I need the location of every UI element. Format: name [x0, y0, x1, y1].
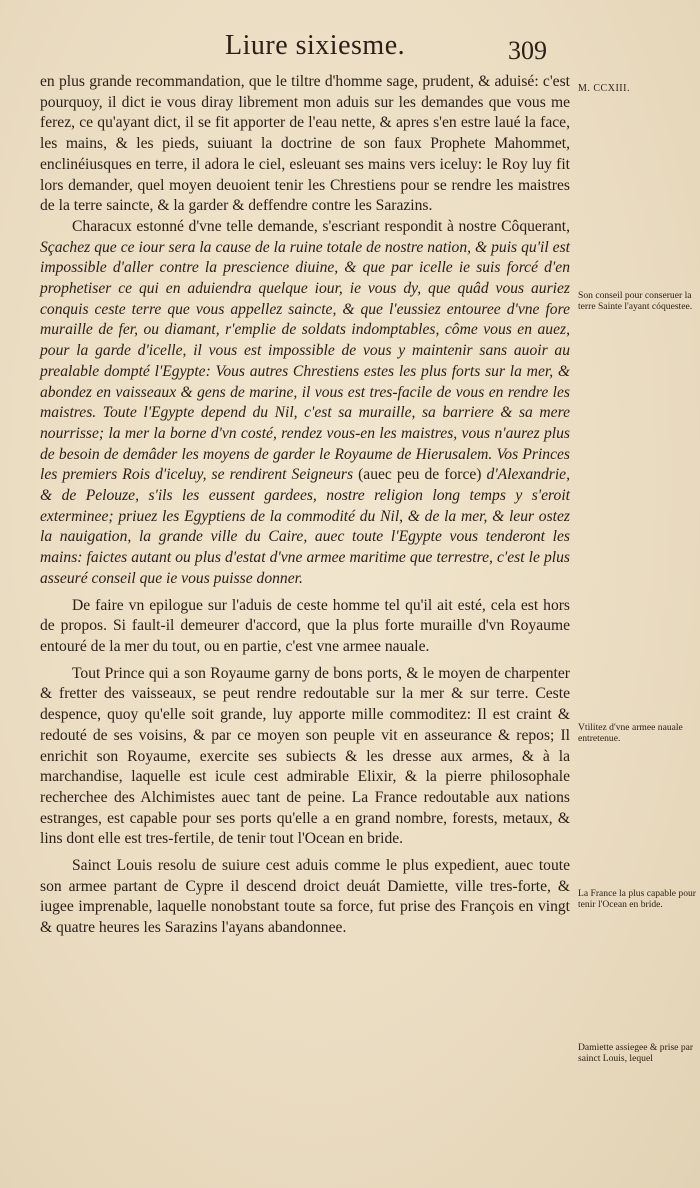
paragraph-2-quote: Sçachez que ce iour sera la cause de la ruine totale de nostre nation, & puis qu'il est impossible d'aller contre la prescience diuine, & que par icelle ie suis forcé d'en prophetiser ce qui en aduiendra quelque iour, ie vous dy, que quâd vous auriez conquis ceste terre que vous appellez saincte, & que l'eussiez entouree d'vne fore muraille de fer, ou diamant, r'emplie de soldats indomptables, côme vous en auez, pour la garde d'icelle, il vous est impossible de vous y maintenir sans auoir au prealable dompté l'Egypte: Vous autres Chrestiens estes les plus forts sur la mer, & abondez en vaisseaux & gens de marine, il vous est tres-facile de vous en rendre les maistres. Toute l'Egypte depend du Nil, c'est sa muraille, sa barriere & sa mere nourrisse; la mer la borne d'vn costé, rendez vous-en les maistres, vous n'aurez plus de besoin de demâder les moyens de garder le Royaume de Hierusalem. Vos Princes les premiers Rois d'iceluy, se rendirent Seigneurs	[40, 238, 570, 484]
side-note-damiette: Damiette assiegee & prise par sainct Louis, lequel	[578, 1042, 694, 1064]
page-number: 309	[508, 36, 547, 65]
paragraph-3: De faire vn epilogue sur l'aduis de ceste homme tel qu'il ait esté, cela est hors de propos. Si fault-il demeurer d'accord, que la plus forte muraille d'vn Royaume entouré de la mer du tout, ou en partie, c'est vne armee nauale.	[40, 596, 570, 655]
body-text	[40, 72, 570, 939]
paragraph-1: en plus grande recommandation, que le tiltre d'homme sage, prudent, & aduisé: c'est pourquoy, il dict ie vous diray librement mon aduis sur les demandes que vous me ferez, ce qu'ayant dict, il se fit apporter de l'eau nette, & apres s'en estre laué la face, les mains, & les pieds, suiuant la doctrine de son faux Prophete Mahommet, enclinéiusques en terre, il adora le ciel, esleuant ses mains vers iceluy: le Roy luy fit lors demander, quel moyen deuoient tenir les Chrestiens pour se rendre les maistres de la terre saincte, & la garder & deffendre contre les Sarazins.	[40, 73, 570, 215]
paragraph-5: Sainct Louis resolu de suiure cest aduis comme le plus expedient, auec toute son armee partant de Cypre il descend droict deuát Damiette, ville tres-forte, & iugee imprenable, laquelle nonobstant toute sa force, fut prise des François en vingt & quatre heures les Sarazins l'ayans abandonnee.	[40, 857, 570, 937]
paragraph-4: Tout Prince qui a son Royaume garny de bons ports, & le moyen de charpenter & fretter des vaisseaux, se peut rendre redoutable sur la mer & sur terre. Ceste despence, quoy qu'elle soit grande, luy apporte mille commoditez: Il est craint & redouté de ses voisins, & par ce moyen son peuple vit en asseurance & repos; Il enrichit son Royaume, exercite ses subiects & les dresse aux armes, & à la marchandise, laquelle est icule cest admirable Elixir, & la pierre philosophale recherchee des Alchimistes auec tant de peine. La France redoutable aux nations estranges, est capable pour ses ports qu'elle a en grand nombre, forests, metaux, & lins dont elle est tres-fertile, de tenir tout l'Ocean en bride.	[40, 664, 570, 848]
side-note-france: La France la plus capable pour tenir l'Ocean en bride.	[578, 888, 697, 910]
paragraph-2-quote-continued: d'Alexandrie, & de Pelouze, s'ils les eussent gardees, nostre religion long temps y s'eroit exterminee; priuez les Egyptiens de la commodité du Nil, & de la mer, & leur ostez la nauigation, la grande ville du Caire, auec toute l'Egypte vous tenderont les mains: faictes autant ou plus d'estat d'vne armee maritime que terrestre, c'est le plus asseuré conseil que ie vous puisse donner.	[40, 466, 570, 587]
side-note-conseil: Son conseil pour conseruer la terre Sainte l'ayant cóquestee.	[578, 290, 693, 312]
margin-year-note: M. CCXIII.	[578, 83, 630, 94]
paragraph-2-mid: (auec peu de force)	[353, 466, 487, 484]
running-title: Liure sixiesme.	[225, 30, 406, 61]
paragraph-2-lead: Characux estonné d'vne telle demande, s'escriant respondit à nostre Côquerant,	[72, 217, 570, 235]
page-header	[0, 30, 700, 70]
side-note-armee-nauale: Vtilitez d'vne armee nauale entretenue.	[578, 722, 683, 744]
paragraph-2	[40, 217, 570, 590]
